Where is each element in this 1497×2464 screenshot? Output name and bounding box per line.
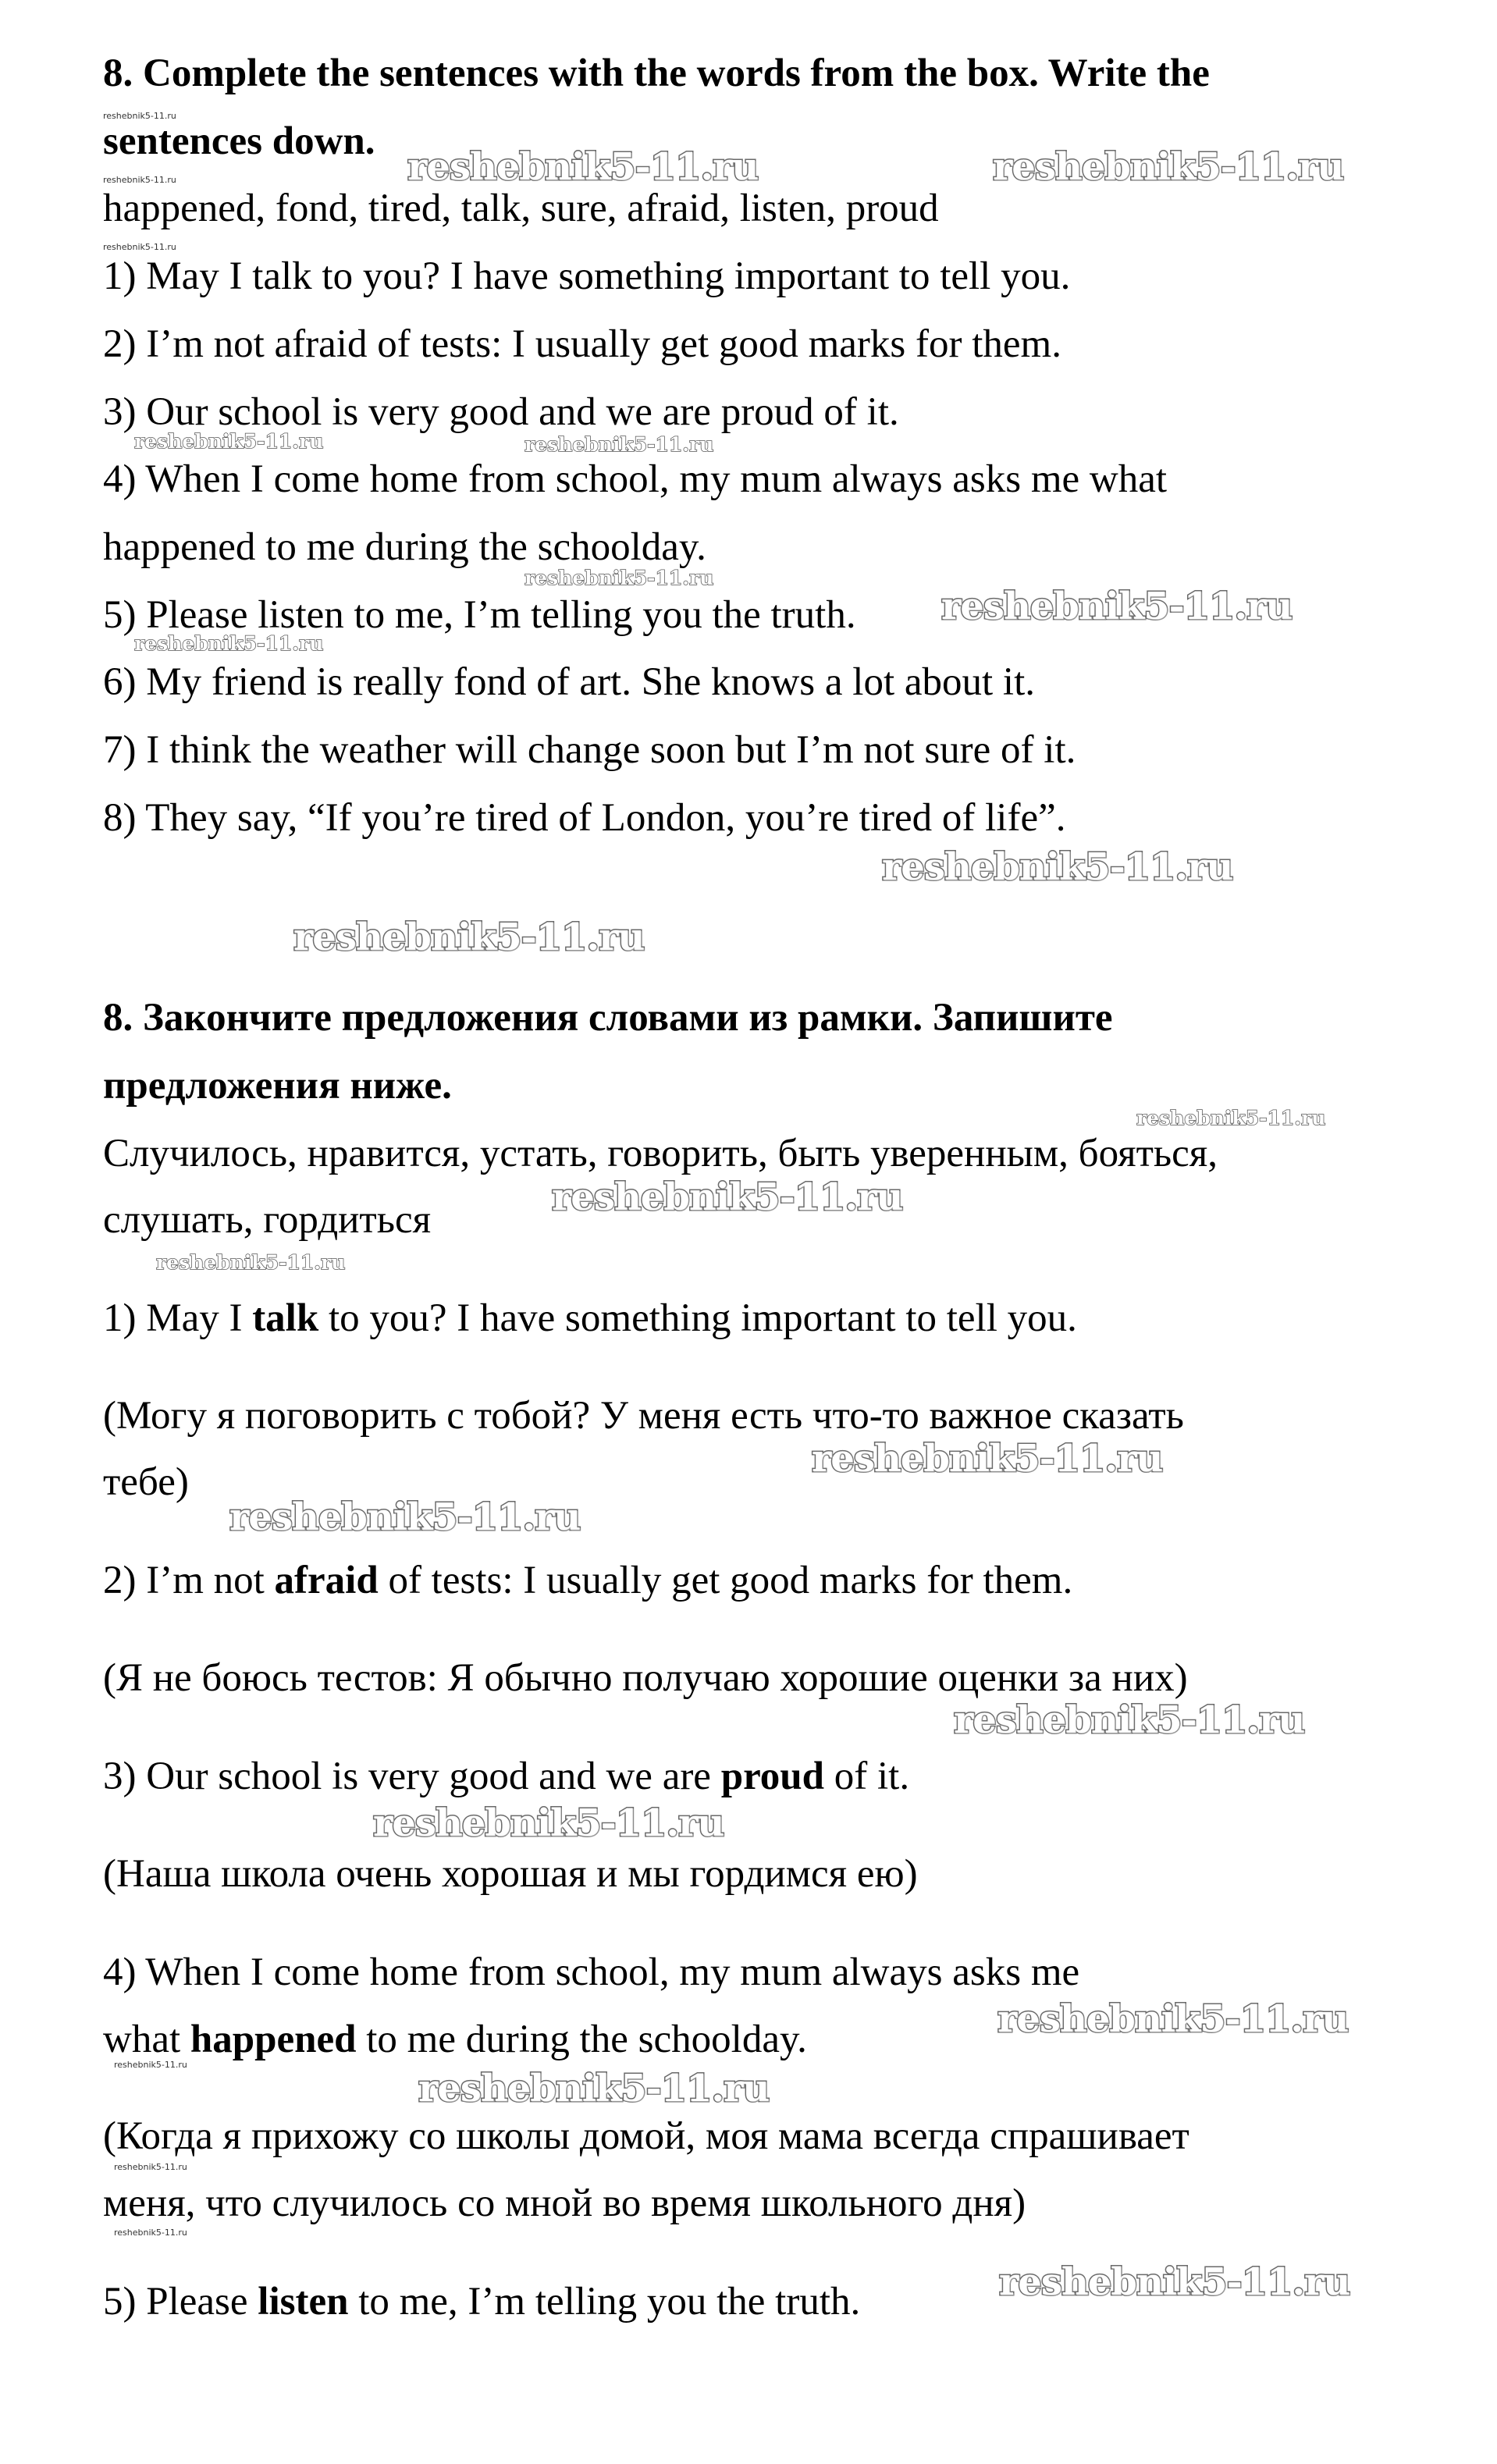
answer-5	[103, 2278, 860, 2325]
sentence-7: 7) I think the weather will change soon but I’m not sure of it.	[103, 728, 1076, 772]
answer-1-pre: 1) May I	[103, 1296, 253, 1340]
watermark: reshebnik5-11.ru	[373, 1801, 724, 1845]
answer-3-post: of it.	[824, 1755, 910, 1798]
watermark: reshebnik5-11.ru	[114, 2228, 187, 2238]
answer-1-post: to you? I have something important to tell you.	[318, 1296, 1077, 1340]
answer-4-word: happened	[190, 2018, 357, 2061]
watermark: reshebnik5-11.ru	[999, 2260, 1350, 2304]
watermark: reshebnik5-11.ru	[954, 1698, 1305, 1742]
sentence-3: 3) Our school is very good and we are proud of it.	[103, 390, 899, 434]
word-box-en: happened, fond, tired, talk, sure, afraid, listen, proud	[103, 187, 939, 230]
answer-5-pre: 5) Please	[103, 2280, 258, 2324]
watermark: reshebnik5-11.ru	[134, 430, 324, 453]
watermark: reshebnik5-11.ru	[114, 2162, 187, 2172]
answer-3-pre: 3) Our school is very good and we are	[103, 1755, 721, 1798]
word-box-ru-line2: слушать, гордиться	[103, 1198, 432, 1242]
answer-2-post: of tests: I usually get good marks for them.	[378, 1559, 1073, 1602]
answer-2-word: afraid	[274, 1559, 379, 1602]
sentence-4-line2: happened to me during the schoolday.	[103, 525, 706, 569]
watermark: reshebnik5-11.ru	[812, 1437, 1163, 1481]
translation-1-line1: (Могу я поговорить с тобой? У меня есть что-то важное сказать	[103, 1394, 1184, 1438]
watermark: reshebnik5-11.ru	[229, 1495, 581, 1539]
watermark: reshebnik5-11.ru	[524, 433, 714, 456]
answer-4-line2	[103, 2016, 807, 2063]
translation-1-line2: тебе)	[103, 1460, 189, 1504]
watermark: reshebnik5-11.ru	[997, 1997, 1349, 2041]
answer-4-pre: what	[103, 2018, 190, 2061]
word-box-ru-line1: Случилось, нравится, устать, говорить, быть уверенным, бояться,	[103, 1132, 1218, 1175]
watermark: reshebnik5-11.ru	[103, 175, 176, 185]
watermark: reshebnik5-11.ru	[293, 916, 645, 959]
watermark: reshebnik5-11.ru	[993, 145, 1344, 189]
watermark: reshebnik5-11.ru	[407, 145, 759, 189]
watermark: reshebnik5-11.ru	[941, 585, 1293, 628]
sentence-8: 8) They say, “If you’re tired of London, you’re tired of life”.	[103, 796, 1066, 840]
task-heading-ru-line2: предложения ниже.	[103, 1064, 452, 1108]
sentence-2: 2) I’m not afraid of tests: I usually get good marks for them.	[103, 322, 1061, 366]
answer-5-word: listen	[258, 2280, 349, 2324]
translation-4-line1: (Когда я прихожу со школы домой, моя мама всегда спрашивает	[103, 2114, 1189, 2158]
watermark: reshebnik5-11.ru	[418, 2067, 770, 2110]
answer-4-line1: 4) When I come home from school, my mum always asks me	[103, 1950, 1080, 1994]
answer-3	[103, 1753, 909, 1800]
watermark: reshebnik5-11.ru	[524, 567, 714, 589]
watermark: reshebnik5-11.ru	[156, 1251, 346, 1274]
task-heading-ru-line1: 8. Закончите предложения словами из рамки. Запишите	[103, 996, 1113, 1040]
translation-2: (Я не боюсь тестов: Я обычно получаю хорошие оценки за них)	[103, 1656, 1188, 1700]
answer-2-pre: 2) I’m not	[103, 1559, 275, 1602]
watermark: reshebnik5-11.ru	[882, 845, 1233, 889]
answer-5-post: to me, I’m telling you the truth.	[348, 2280, 861, 2324]
answer-4-post: to me during the schoolday.	[356, 2018, 807, 2061]
sentence-6: 6) My friend is really fond of art. She knows a lot about it.	[103, 660, 1036, 704]
task-heading-en-line1: 8. Complete the sentences with the words from the box. Write the	[103, 52, 1210, 95]
sentence-5: 5) Please listen to me, I’m telling you the truth.	[103, 593, 856, 637]
watermark: reshebnik5-11.ru	[114, 2060, 187, 2070]
answer-1-word: talk	[252, 1296, 319, 1340]
watermark: reshebnik5-11.ru	[1136, 1107, 1326, 1129]
translation-3: (Наша школа очень хорошая и мы гордимся ею)	[103, 1852, 918, 1896]
watermark: reshebnik5-11.ru	[103, 111, 176, 121]
translation-4-line2: меня, что случилось со мной во время школьного дня)	[103, 2181, 1026, 2225]
answer-3-word: proud	[720, 1755, 825, 1798]
sentence-4-line1: 4) When I come home from school, my mum always asks me what	[103, 457, 1168, 501]
watermark: reshebnik5-11.ru	[134, 632, 324, 655]
answer-2	[103, 1557, 1072, 1604]
sentence-1: 1) May I talk to you? I have something important to tell you.	[103, 254, 1071, 298]
watermark: reshebnik5-11.ru	[552, 1175, 903, 1219]
answer-1	[103, 1295, 1077, 1342]
task-heading-en-line2: sentences down.	[103, 119, 375, 163]
watermark: reshebnik5-11.ru	[103, 242, 176, 252]
